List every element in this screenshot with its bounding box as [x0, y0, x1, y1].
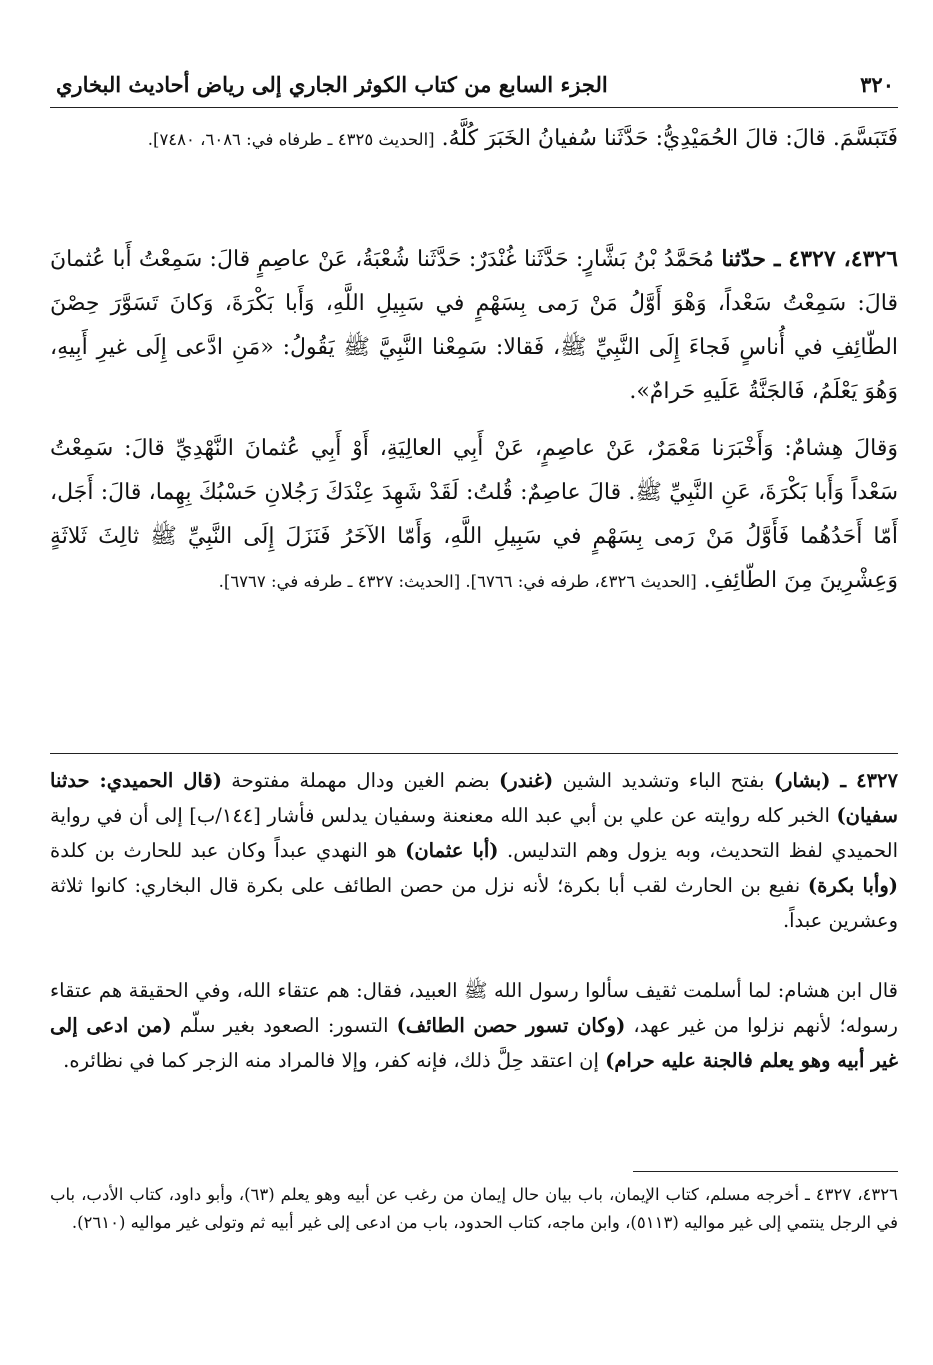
page-number: ٣٢٠ — [860, 72, 894, 97]
commentary-keyword: (غندر) — [499, 769, 554, 792]
commentary-text: بضم الغين ودال مهملة مفتوحة — [221, 769, 500, 792]
commentary-text: هو النهدي عبداً وكان عبد للحارث بن كلدة — [50, 839, 406, 862]
commentary-keyword: (قال الحميدي: حدثنا سفيان) — [50, 769, 899, 827]
running-header — [50, 65, 898, 105]
commentary-text: نفيع بن الحارث لقب أبا بكرة؛ لأنه نزل من حصن الطائف على بكرة قال البخاري: كانوا ثلاثة وعشرين عبداً. — [50, 874, 898, 932]
hadith-text: وَقالَ هِشامٌ: وَأَخْبَرَنا مَعْمَرٌ، عَنْ عاصِمٍ، عَنْ أَبِي العالِيَةِ، أَوْ أَبِي عُثمانَ النَّهْدِيِّ قالَ: سَمِعْتُ سَعْداً وَأَبا بَكْرَةَ، عَنِ النَّبِيِّ ﷺ. قالَ عاصِمٌ: قُلتُ: لَقَدْ شَهِدَ عِنْدَكَ رَجُلانِ حَسْبُكَ بِهِما، قالَ: أَجَل، أَمّا أَحَدُهُما فَأَوَّلُ مَنْ رَمى بِسَهْمٍ في سَبِيلِ اللَّهِ، وَأَمّا الآخَرُ فَنَزَلَ إِلَى النَّبِيِّ ﷺ ثالِثَ ثَلاثَةٍ وَعِشْرِينَ مِنَ الطّائِفِ. — [50, 436, 898, 593]
hadith-text: مُحَمَّدُ بْنُ بَشَّارٍ: حَدَّثَنا غُنْدَرٌ: حَدَّثَنا شُعْبَةُ، عَنْ عاصِمٍ قالَ: سَمِعْتُ أَبا عُثمانَ قالَ: سَمِعْتُ سَعْداً، وَهْوَ أَوَّلُ مَنْ رَمى بِسَهْمٍ في سَبِيلِ اللَّهِ، وَأَبا بَكْرَةَ، وَكانَ تَسَوَّرَ حِصْنَ الطّائِفِ في أُناسٍ فَجاءَ إِلَى النَّبِيِّ ﷺ، فَقالا: سَمِعْنا النَّبِيَّ ﷺ يَقُولُ: «مَنِ ادَّعى إِلَى غيرِ أَبِيهِ، وَهُوَ يَعْلَمُ، فَالجَنَّةُ عَلَيهِ حَرامٌ». — [50, 247, 898, 404]
header-divider — [50, 107, 898, 108]
commentary-keyword: (وأبا بكرة) — [807, 874, 898, 897]
hadith-text: فَتَبَسَّمَ. قالَ: قالَ الحُمَيْدِيُّ: حَدَّثَنا سُفيانُ الخَبَرَ كُلَّهُ. — [441, 126, 898, 151]
commentary-text: التسور: الصعود بغير سلّم — [171, 1014, 397, 1037]
hadith-hisham — [50, 427, 898, 604]
hadith-4326-4327 — [50, 237, 898, 414]
footnote-text: ٤٣٢٦، ٤٣٢٧ ـ أخرجه مسلم، كتاب الإيمان، باب بيان حال إيمان من رغب عن أبيه وهو يعلم (٦٣)، وأبو داود، كتاب الأدب، باب في الرجل ينتمي إلى غير مواليه (٥١١٣)، وابن ماجه، كتاب الحدود، باب من ادعى إلى غير أبيه ثم وتولى غير مواليه (٢٦١٠). — [50, 1185, 898, 1232]
footnote — [50, 1181, 898, 1237]
commentary-paragraph-1 — [50, 763, 898, 938]
commentary-text: قال ابن هشام: لما أسلمت ثقيف سألوا رسول الله ﷺ العبيد، فقال: هم عتقاء الله، وفي الحقيقة هم عتقاء رسوله؛ لأنهم نزلوا من غير عهد، — [50, 979, 898, 1037]
book-page — [50, 55, 898, 1315]
commentary-keyword: (وكان تسور حصن الطائف) — [396, 1014, 626, 1037]
commentary-text: إن اعتقد حِلَّ ذلك، فإنه كفر، وإلا فالمراد منه الزجر كما في نظائره. — [63, 1049, 606, 1072]
hadith-reference: [الحديث ٤٣٢٥ ـ طرفاه في: ٦٠٨٦، ٧٤٨٠]. — [147, 130, 435, 149]
hadith-number: ٤٣٢٦، ٤٣٢٧ ـ حدّثنا — [721, 246, 898, 272]
commentary-keyword: (من ادعى إلى غير أبيه وهو يعلم فالجنة عليه حرام) — [50, 1014, 898, 1072]
commentary-keyword: (أبا عثمان) — [405, 839, 499, 862]
commentary-text: بفتح الباء وتشديد الشين — [553, 769, 774, 792]
footnote-divider — [633, 1171, 898, 1172]
hadith-reference: [الحديث ٤٣٢٦، طرفه في: ٦٧٦٦]. [الحديث: ٤٣٢٧ ـ طرفه في: ٦٧٦٧]. — [218, 572, 697, 591]
book-title: الجزء السابع من كتاب الكوثر الجاري إلى رياض أحاديث البخاري — [56, 72, 608, 97]
commentary-paragraph-2 — [50, 973, 898, 1078]
commentary-divider — [50, 753, 898, 754]
commentary-heading: ٤٣٢٧ ـ (بشار) — [773, 769, 898, 792]
hadith-4325-tail — [50, 117, 898, 162]
commentary-text: الخبر كله روايته عن علي بن أبي عبد الله معنعنة وسفيان يدلس فأشار [١٤٤/ب] إلى أن في رواية الحميدي لفظ التحديث، وبه يزول وهم التدليس. — [50, 804, 898, 862]
